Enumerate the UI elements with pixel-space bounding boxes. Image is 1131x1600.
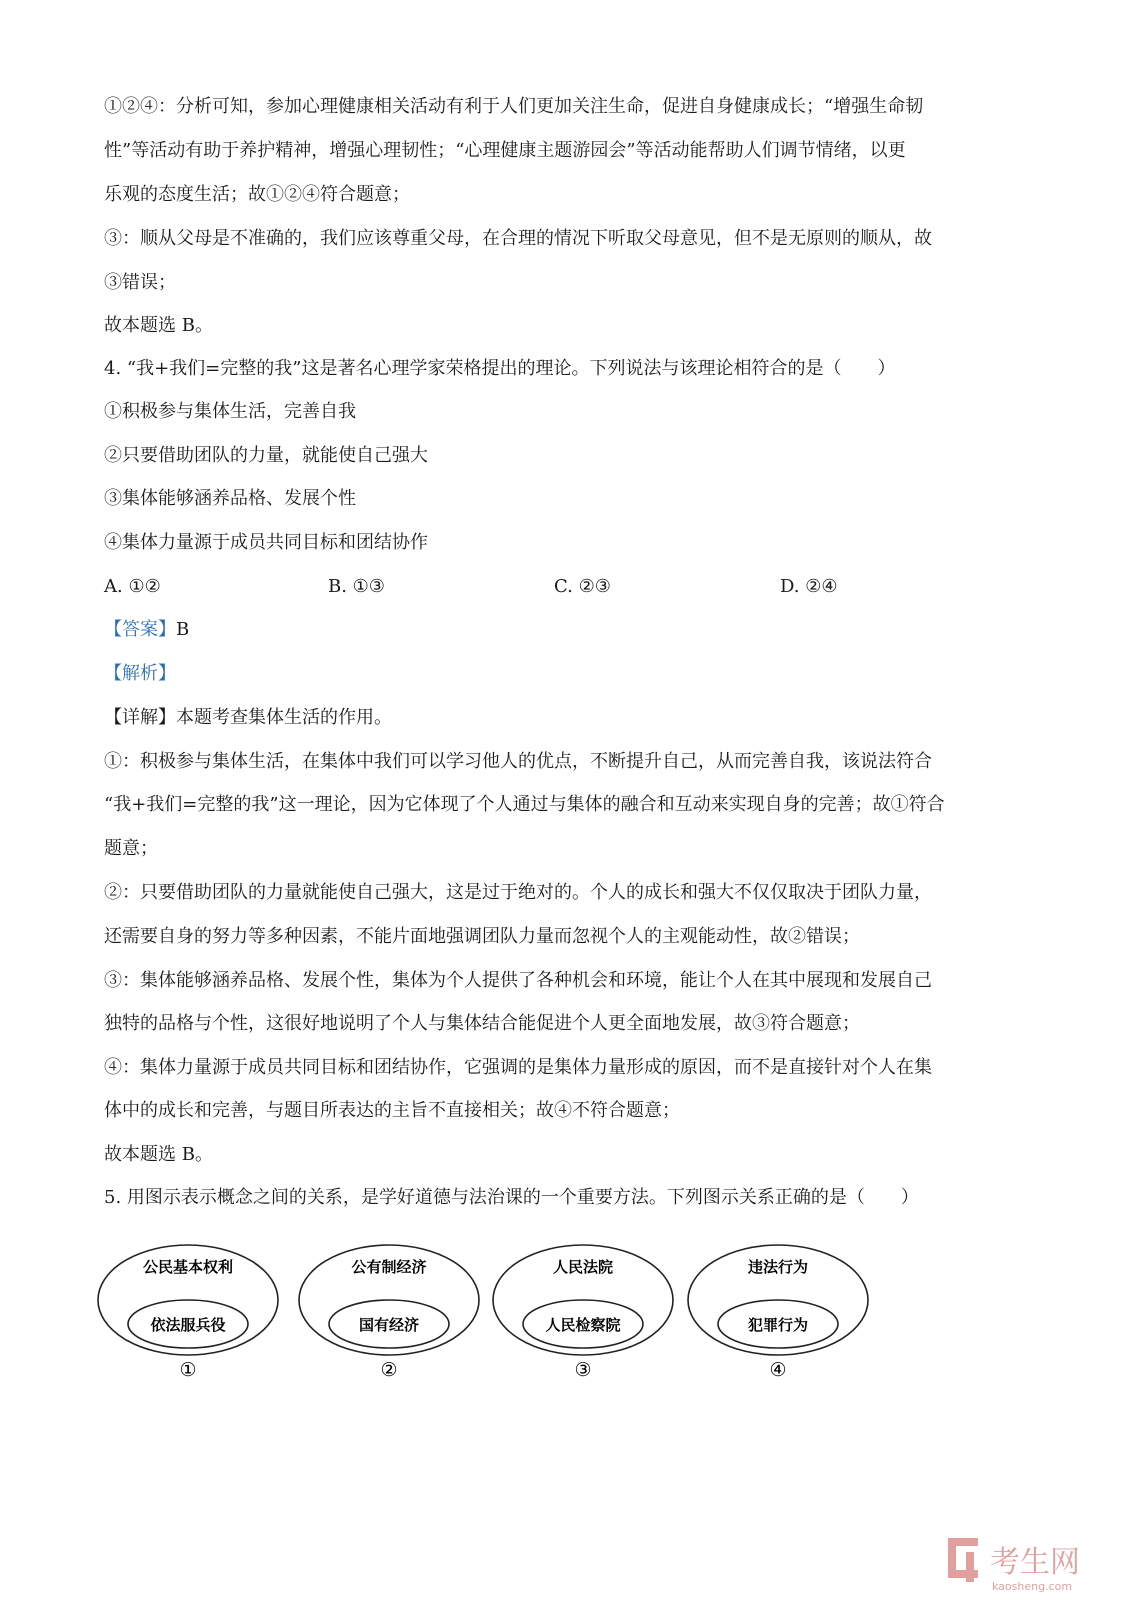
text-line: 还需要自身的努力等多种因素，不能片面地强调团队力量而忽视个人的主观能动性，故②错误； [104,926,860,947]
option-d: D. ②④ [780,576,838,597]
question-5: 5. 用图示表示概念之间的关系，是学好道德与法治课的一个重要方法。下列图示关系正确的是（ ） [104,1187,919,1208]
text-line: ③错误； [104,272,176,293]
watermark-brand: 考生网 [990,1545,1080,1580]
concept-diagrams [96,1242,896,1422]
detail-tag: 【详解】 [104,707,176,728]
diagram-1 [98,1245,278,1381]
inner-label: 犯罪行为 [747,1316,809,1334]
text-line: ③：集体能够涵养品格、发展个性，集体为个人提供了各种机会和环境，能让个人在其中展现和发展自己 [104,970,932,991]
text-line: ④：集体力量源于成员共同目标和团结协作，它强调的是集体力量形成的原因，而不是直接针对个人在集 [104,1057,932,1078]
text-line: 题意； [104,838,158,859]
diagram-2 [299,1245,479,1381]
text-line: 独特的品格与个性，这很好地说明了个人与集体结合能促进个人更全面地发展，故③符合题意； [104,1013,860,1034]
statement-1: ①积极参与集体生活，完善自我 [104,401,356,422]
text-line: 故本题选 B。 [104,315,213,336]
option-c: C. ②③ [554,576,611,597]
answer-tag: 【答案】 [104,619,176,640]
text-line: 故本题选 B。 [104,1144,213,1165]
statement-2: ②只要借助团队的力量，就能使自己强大 [104,445,428,466]
detail-text: 本题考查集体生活的作用。 [176,707,392,728]
text-line: 乐观的态度生活；故①②④符合题意； [104,184,410,205]
diagram-number: ① [179,1359,197,1381]
detail-line [104,706,392,730]
text-line: 性”等活动有助于养护精神，增强心理韧性；“心理健康主题游园会”等活动能帮助人们调节情绪，以更 [104,140,906,161]
logo-icon [948,1538,978,1582]
text-line: ③：顺从父母是不准确的，我们应该尊重父母，在合理的情况下听取父母意见，但不是无原则的顺从，故 [104,228,932,249]
diagram-number: ③ [574,1359,592,1381]
answer-value: B [176,619,190,640]
inner-label: 国有经济 [358,1316,420,1334]
statement-3: ③集体能够涵养品格、发展个性 [104,488,356,509]
option-a: A. ①② [104,576,161,597]
outer-label: 人民法院 [552,1258,614,1276]
outer-label: 公民基本权利 [142,1258,234,1276]
diagram-4 [688,1245,868,1381]
text-line: ①：积极参与集体生活，在集体中我们可以学习他人的优点，不断提升自己，从而完善自我，该说法符合 [104,751,932,772]
text-line: ②：只要借助团队的力量就能使自己强大，这是过于绝对的。个人的成长和强大不仅仅取决于团队力量， [104,882,932,903]
watermark-url: kaosheng.com [992,1580,1073,1593]
diagram-number: ④ [769,1359,787,1381]
statement-4: ④集体力量源于成员共同目标和团结协作 [104,532,428,553]
inner-label: 人民检察院 [545,1316,621,1334]
inner-label: 依法服兵役 [150,1316,226,1334]
outer-label: 违法行为 [747,1258,809,1276]
diagram-3 [493,1245,673,1381]
diagram-number: ② [380,1359,398,1381]
text-line: ①②④：分析可知，参加心理健康相关活动有利于人们更加关注生命，促进自身健康成长；“增强生命韧 [104,96,924,117]
watermark-logo [946,1532,1126,1596]
text-line: “我+我们=完整的我”这一理论，因为它体现了个人通过与集体的融合和互动来实现自身的完善；故①符合 [104,794,945,815]
question-4: 4. “我+我们=完整的我”这是著名心理学家荣格提出的理论。下列说法与该理论相符合的是（ ） [104,358,896,379]
answer-line [104,618,189,642]
outer-label: 公有制经济 [351,1258,427,1276]
analysis-tag: 【解析】 [104,663,176,684]
option-b: B. ①③ [328,576,385,597]
text-line: 体中的成长和完善，与题目所表达的主旨不直接相关；故④不符合题意； [104,1100,680,1121]
